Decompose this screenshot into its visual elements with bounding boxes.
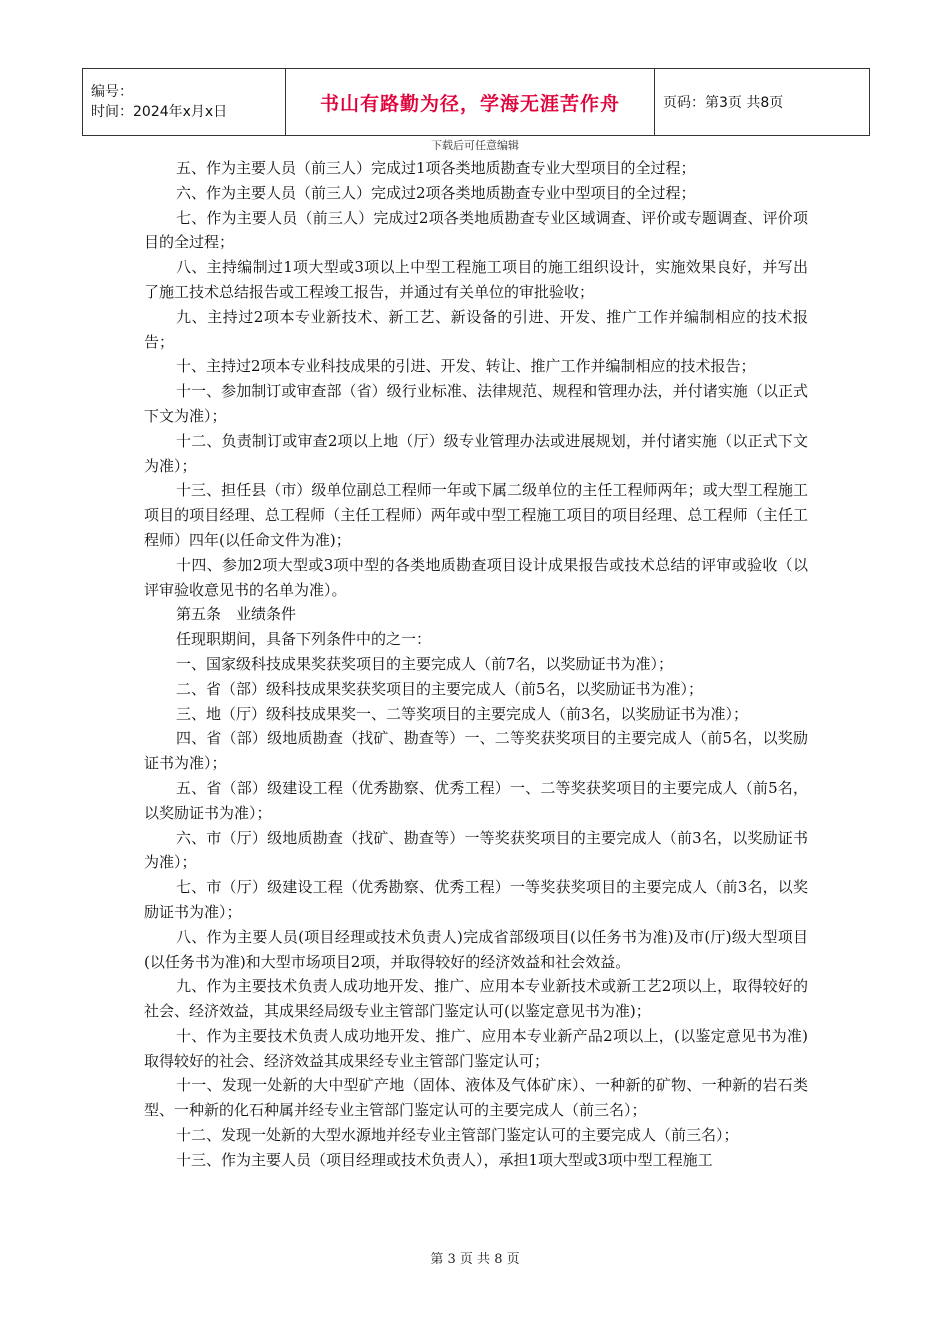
paragraph: 十三、担任县（市）级单位副总工程师一年或下属二级单位的主任工程师两年；或大型工程施工项目的项目经理、总工程师（主任工程师）两年或中型工程施工项目的项目经理、总工程师（主任工程师）四年(以任命文件为准)； bbox=[144, 481, 808, 549]
paragraph: 六、市（厅）级地质勘查（找矿、勘查等）一等奖获奖项目的主要完成人（前3名，以奖励证书为准）； bbox=[144, 828, 808, 872]
paragraph: 九、作为主要技术负责人成功地开发、推广、应用本专业新技术或新工艺2项以上，取得较好的社会、经济效益，其成果经局级专业主管部门鉴定认可(以鉴定意见书为准)； bbox=[144, 977, 808, 1021]
paragraph: 十四、参加2项大型或3项中型的各类地质勘查项目设计成果报告或技术总结的评审或验收（以评审验收意见书的名单为准）。 bbox=[144, 555, 808, 599]
section-heading: 第五条 业绩条件 bbox=[176, 605, 297, 624]
paragraph: 五、省（部）级建设工程（优秀勘察、优秀工程）一、二等奖获奖项目的主要完成人（前5名，以奖励证书为准）； bbox=[144, 778, 808, 822]
paragraph: 一、国家级科技成果奖获奖项目的主要完成人（前7名，以奖励证书为准）； bbox=[176, 654, 674, 673]
paragraph: 六、作为主要人员（前三人）完成过2项各类地质勘查专业中型项目的全过程； bbox=[176, 183, 696, 202]
paragraph: 十、主持过2项本专业科技成果的引进、开发、转让、推广工作并编制相应的技术报告； bbox=[176, 357, 756, 376]
paragraph: 十二、发现一处新的大型水源地并经专业主管部门鉴定认可的主要完成人（前三名）； bbox=[176, 1126, 739, 1145]
paragraph: 五、作为主要人员（前三人）完成过1项各类地质勘查专业大型项目的全过程； bbox=[176, 159, 696, 177]
paragraph: 任现职期间，具备下列条件中的之一： bbox=[176, 630, 432, 649]
paragraph: 四、省（部）级地质勘查（找矿、勘查等）一、二等奖获奖项目的主要完成人（前5名，以奖励证书为准）； bbox=[144, 729, 808, 773]
paragraph: 八、作为主要人员(项目经理或技术负责人)完成省部级项目(以任务书为准)及市(厅)级大型项目(以任务书为准)和大型市场项目2项，并取得较好的经济效益和社会效益。 bbox=[144, 927, 808, 971]
paragraph: 十二、负责制订或审查2项以上地（厅）级专业管理办法或进展规划，并付诸实施（以正式下文为准）； bbox=[144, 431, 808, 475]
document-date-label: 时间：2024年x月x日 bbox=[91, 104, 228, 120]
page-footer: 第 3 页 共 8 页 bbox=[430, 1252, 520, 1267]
header-meta bbox=[83, 69, 286, 136]
header-page-info: 页码：第3页 共8页 bbox=[655, 69, 870, 136]
paragraph: 九、主持过2项本专业新技术、新工艺、新设备的引进、开发、推广工作并编制相应的技术报告； bbox=[144, 307, 808, 351]
edit-note: 下载后可任意编辑 bbox=[431, 139, 519, 152]
document-number-label: 编号： bbox=[91, 84, 133, 100]
paragraph: 三、地（厅）级科技成果奖一、二等奖项目的主要完成人（前3名，以奖励证书为准）； bbox=[176, 704, 749, 723]
paragraph: 十三、作为主要人员（项目经理或技术负责人），承担1项大型或3项中型工程施工 bbox=[176, 1150, 713, 1169]
paragraph: 七、作为主要人员（前三人）完成过2项各类地质勘查专业区域调查、评价或专题调查、评价项目的全过程； bbox=[144, 208, 808, 252]
paragraph: 十一、参加制订或审查部（省）级行业标准、法律规范、规程和管理办法，并付诸实施（以正式下文为准）； bbox=[144, 382, 808, 425]
header-motto: 书山有路勤为径，学海无涯苦作舟 bbox=[286, 69, 655, 136]
paragraph: 十一、发现一处新的大中型矿产地（固体、液体及气体矿床）、一种新的矿物、一种新的岩石类型、一种新的化石种属并经专业主管部门鉴定认可的主要完成人（前三名）； bbox=[144, 1076, 808, 1120]
document-header bbox=[82, 68, 870, 136]
paragraph: 二、省（部）级科技成果奖获奖项目的主要完成人（前5名，以奖励证书为准）； bbox=[176, 679, 704, 698]
paragraph: 八、主持编制过1项大型或3项以上中型工程施工项目的施工组织设计，实施效果良好，并写出了施工技术总结报告或工程竣工报告，并通过有关单位的审批验收； bbox=[144, 258, 808, 301]
paragraph: 七、市（厅）级建设工程（优秀勘察、优秀工程）一等奖获奖项目的主要完成人（前3名，以奖励证书为准）； bbox=[144, 878, 808, 921]
document-body bbox=[144, 156, 808, 1173]
paragraph: 十、作为主要技术负责人成功地开发、推广、应用本专业新产品2项以上，(以鉴定意见书为准)取得较好的社会、经济效益其成果经专业主管部门鉴定认可； bbox=[144, 1026, 808, 1070]
